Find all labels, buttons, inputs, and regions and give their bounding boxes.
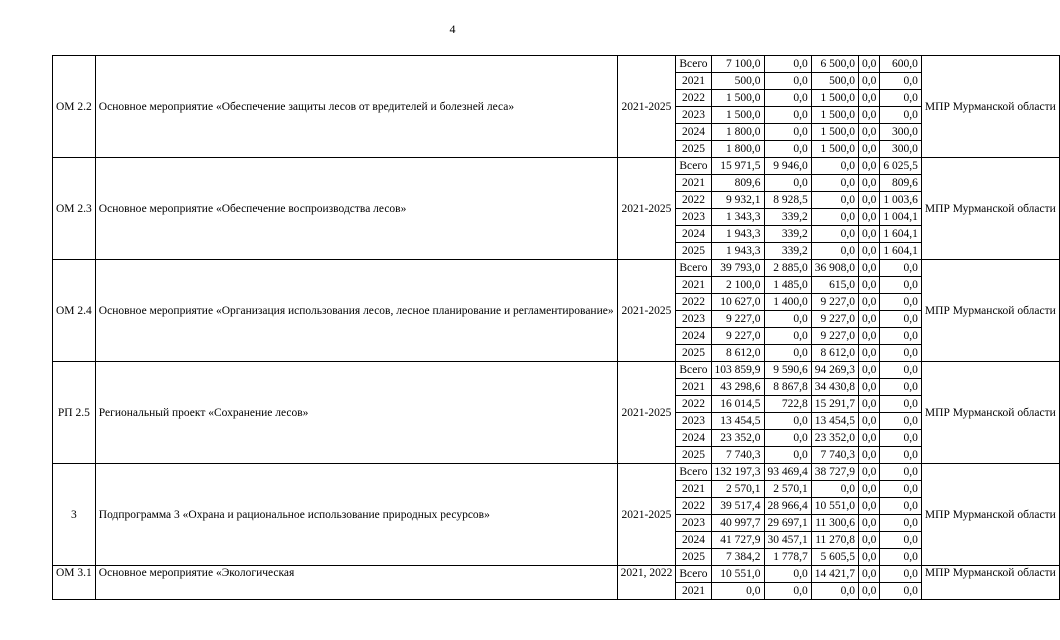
value-cell: 0,0 (859, 226, 880, 243)
table-row (53, 464, 1060, 481)
value-cell: 0,0 (880, 430, 922, 447)
value-cell: 0,0 (764, 583, 811, 600)
section-executor: МПР Мурманской области (921, 566, 1059, 600)
value-cell: 0,0 (859, 396, 880, 413)
value-cell: 0,0 (859, 260, 880, 277)
value-cell: 0,0 (811, 175, 858, 192)
section-name: Основное мероприятие «Обеспечение воспроизводства лесов» (95, 158, 617, 260)
value-cell: 2 570,1 (711, 481, 764, 498)
year-cell: 2024 (676, 430, 711, 447)
year-cell: 2021 (676, 583, 711, 600)
value-cell: 7 384,2 (711, 549, 764, 566)
value-cell: 9 227,0 (811, 328, 858, 345)
value-cell: 0,0 (811, 209, 858, 226)
value-cell: 300,0 (880, 124, 922, 141)
section-name: Основное мероприятие «Экологическая (95, 566, 617, 600)
value-cell: 13 454,5 (711, 413, 764, 430)
value-cell: 7 740,3 (711, 447, 764, 464)
value-cell: 94 269,3 (811, 362, 858, 379)
value-cell: 0,0 (764, 413, 811, 430)
value-cell: 2 885,0 (764, 260, 811, 277)
year-cell: 2025 (676, 243, 711, 260)
value-cell: 43 298,6 (711, 379, 764, 396)
year-cell: Всего (676, 56, 711, 73)
value-cell: 1 943,3 (711, 226, 764, 243)
section-executor: МПР Мурманской области (921, 56, 1059, 158)
value-cell: 15 971,5 (711, 158, 764, 175)
section-code: ОМ 2.2 (53, 56, 96, 158)
value-cell: 0,0 (859, 192, 880, 209)
value-cell: 339,2 (764, 243, 811, 260)
value-cell: 1 604,1 (880, 243, 922, 260)
value-cell: 0,0 (880, 413, 922, 430)
section-name: Основное мероприятие «Организация использования лесов, лесное планирование и регламентирование» (95, 260, 617, 362)
value-cell: 500,0 (711, 73, 764, 90)
value-cell: 7 740,3 (811, 447, 858, 464)
year-cell: 2025 (676, 549, 711, 566)
value-cell: 0,0 (859, 566, 880, 583)
value-cell: 0,0 (859, 311, 880, 328)
value-cell: 14 421,7 (811, 566, 858, 583)
value-cell: 0,0 (764, 73, 811, 90)
value-cell: 0,0 (811, 481, 858, 498)
value-cell: 0,0 (880, 566, 922, 583)
year-cell: 2023 (676, 209, 711, 226)
value-cell: 28 966,4 (764, 498, 811, 515)
value-cell: 0,0 (880, 362, 922, 379)
value-cell: 6 025,5 (880, 158, 922, 175)
value-cell: 13 454,5 (811, 413, 858, 430)
value-cell: 8 867,8 (764, 379, 811, 396)
section-period: 2021-2025 (617, 158, 676, 260)
value-cell: 0,0 (859, 175, 880, 192)
value-cell: 0,0 (880, 260, 922, 277)
section-period: 2021, 2022 (617, 566, 676, 600)
table-row (53, 260, 1060, 277)
value-cell: 0,0 (880, 294, 922, 311)
value-cell: 6 500,0 (811, 56, 858, 73)
value-cell: 0,0 (764, 566, 811, 583)
value-cell: 1 800,0 (711, 124, 764, 141)
table-row (53, 158, 1060, 175)
table-row (53, 362, 1060, 379)
value-cell: 0,0 (859, 90, 880, 107)
value-cell: 0,0 (811, 583, 858, 600)
value-cell: 5 605,5 (811, 549, 858, 566)
value-cell: 0,0 (880, 549, 922, 566)
value-cell: 0,0 (764, 328, 811, 345)
value-cell: 1 604,1 (880, 226, 922, 243)
value-cell: 0,0 (764, 175, 811, 192)
value-cell: 1 343,3 (711, 209, 764, 226)
value-cell: 0,0 (764, 107, 811, 124)
year-cell: 2021 (676, 73, 711, 90)
value-cell: 9 590,6 (764, 362, 811, 379)
section-code: ОМ 3.1 (53, 566, 96, 600)
value-cell: 0,0 (859, 73, 880, 90)
year-cell: 2023 (676, 311, 711, 328)
value-cell: 0,0 (880, 379, 922, 396)
section-executor: МПР Мурманской области (921, 260, 1059, 362)
year-cell: 2021 (676, 379, 711, 396)
value-cell: 0,0 (880, 107, 922, 124)
value-cell: 0,0 (764, 141, 811, 158)
value-cell: 0,0 (859, 362, 880, 379)
value-cell: 0,0 (764, 447, 811, 464)
value-cell: 1 003,6 (880, 192, 922, 209)
value-cell: 1 778,7 (764, 549, 811, 566)
value-cell: 809,6 (880, 175, 922, 192)
section-period: 2021-2025 (617, 260, 676, 362)
value-cell: 1 500,0 (811, 124, 858, 141)
year-cell: 2021 (676, 277, 711, 294)
value-cell: 0,0 (859, 549, 880, 566)
year-cell: Всего (676, 566, 711, 583)
section-executor: МПР Мурманской области (921, 362, 1059, 464)
value-cell: 0,0 (859, 498, 880, 515)
value-cell: 0,0 (859, 328, 880, 345)
table-row (53, 566, 1060, 583)
value-cell: 615,0 (811, 277, 858, 294)
value-cell: 0,0 (880, 345, 922, 362)
value-cell: 0,0 (811, 158, 858, 175)
value-cell: 0,0 (880, 464, 922, 481)
year-cell: 2023 (676, 515, 711, 532)
value-cell: 11 300,6 (811, 515, 858, 532)
value-cell: 9 932,1 (711, 192, 764, 209)
section-period: 2021-2025 (617, 464, 676, 566)
value-cell: 0,0 (880, 396, 922, 413)
section-name: Основное мероприятие «Обеспечение защиты лесов от вредителей и болезней леса» (95, 56, 617, 158)
section-code: РП 2.5 (53, 362, 96, 464)
value-cell: 0,0 (764, 90, 811, 107)
page-number: 4 (449, 22, 456, 36)
value-cell: 0,0 (859, 243, 880, 260)
value-cell: 722,8 (764, 396, 811, 413)
year-cell: 2024 (676, 532, 711, 549)
value-cell: 0,0 (859, 413, 880, 430)
value-cell: 339,2 (764, 209, 811, 226)
year-cell: 2021 (676, 481, 711, 498)
value-cell: 0,0 (859, 56, 880, 73)
section-code: ОМ 2.3 (53, 158, 96, 260)
value-cell: 0,0 (811, 243, 858, 260)
section-executor: МПР Мурманской области (921, 158, 1059, 260)
value-cell: 36 908,0 (811, 260, 858, 277)
value-cell: 0,0 (764, 345, 811, 362)
value-cell: 0,0 (859, 447, 880, 464)
value-cell: 34 430,8 (811, 379, 858, 396)
value-cell: 10 551,0 (811, 498, 858, 515)
value-cell: 500,0 (811, 73, 858, 90)
table-row (53, 56, 1060, 73)
section-period: 2021-2025 (617, 362, 676, 464)
value-cell: 0,0 (764, 311, 811, 328)
value-cell: 300,0 (880, 141, 922, 158)
value-cell: 0,0 (859, 515, 880, 532)
value-cell: 0,0 (880, 498, 922, 515)
year-cell: 2025 (676, 345, 711, 362)
value-cell: 0,0 (764, 430, 811, 447)
value-cell: 1 400,0 (764, 294, 811, 311)
value-cell: 0,0 (859, 294, 880, 311)
year-cell: 2024 (676, 328, 711, 345)
value-cell: 809,6 (711, 175, 764, 192)
year-cell: 2025 (676, 141, 711, 158)
value-cell: 93 469,4 (764, 464, 811, 481)
value-cell: 9 946,0 (764, 158, 811, 175)
value-cell: 29 697,1 (764, 515, 811, 532)
value-cell: 0,0 (859, 464, 880, 481)
value-cell: 0,0 (880, 277, 922, 294)
value-cell: 2 570,1 (764, 481, 811, 498)
value-cell: 0,0 (880, 481, 922, 498)
value-cell: 0,0 (880, 328, 922, 345)
value-cell: 0,0 (859, 345, 880, 362)
value-cell: 0,0 (859, 277, 880, 294)
value-cell: 0,0 (859, 379, 880, 396)
year-cell: Всего (676, 158, 711, 175)
value-cell: 8 928,5 (764, 192, 811, 209)
value-cell: 41 727,9 (711, 532, 764, 549)
value-cell: 600,0 (880, 56, 922, 73)
value-cell: 38 727,9 (811, 464, 858, 481)
value-cell: 0,0 (880, 447, 922, 464)
value-cell: 1 800,0 (711, 141, 764, 158)
year-cell: 2022 (676, 294, 711, 311)
year-cell: 2022 (676, 90, 711, 107)
year-cell: 2023 (676, 107, 711, 124)
value-cell: 23 352,0 (711, 430, 764, 447)
value-cell: 9 227,0 (711, 311, 764, 328)
section-code: ОМ 2.4 (53, 260, 96, 362)
value-cell: 0,0 (859, 209, 880, 226)
value-cell: 0,0 (859, 158, 880, 175)
value-cell: 1 943,3 (711, 243, 764, 260)
value-cell: 0,0 (880, 311, 922, 328)
value-cell: 0,0 (764, 124, 811, 141)
value-cell: 0,0 (764, 56, 811, 73)
year-cell: 2025 (676, 447, 711, 464)
value-cell: 39 517,4 (711, 498, 764, 515)
value-cell: 11 270,8 (811, 532, 858, 549)
value-cell: 10 627,0 (711, 294, 764, 311)
value-cell: 0,0 (880, 73, 922, 90)
value-cell: 0,0 (859, 481, 880, 498)
section-executor: МПР Мурманской области (921, 464, 1059, 566)
value-cell: 16 014,5 (711, 396, 764, 413)
year-cell: 2023 (676, 413, 711, 430)
value-cell: 0,0 (880, 515, 922, 532)
budget-table (52, 55, 1060, 600)
year-cell: 2024 (676, 226, 711, 243)
year-cell: Всего (676, 362, 711, 379)
value-cell: 0,0 (711, 583, 764, 600)
value-cell: 0,0 (811, 192, 858, 209)
value-cell: 0,0 (859, 107, 880, 124)
year-cell: Всего (676, 464, 711, 481)
value-cell: 8 612,0 (811, 345, 858, 362)
value-cell: 0,0 (859, 430, 880, 447)
value-cell: 15 291,7 (811, 396, 858, 413)
value-cell: 1 500,0 (811, 141, 858, 158)
value-cell: 1 500,0 (711, 107, 764, 124)
value-cell: 132 197,3 (711, 464, 764, 481)
value-cell: 0,0 (880, 532, 922, 549)
value-cell: 23 352,0 (811, 430, 858, 447)
value-cell: 339,2 (764, 226, 811, 243)
year-cell: Всего (676, 260, 711, 277)
year-cell: 2024 (676, 124, 711, 141)
value-cell: 0,0 (859, 583, 880, 600)
value-cell: 9 227,0 (811, 294, 858, 311)
value-cell: 9 227,0 (811, 311, 858, 328)
value-cell: 0,0 (859, 532, 880, 549)
value-cell: 0,0 (859, 124, 880, 141)
value-cell: 103 859,9 (711, 362, 764, 379)
value-cell: 1 500,0 (811, 90, 858, 107)
year-cell: 2022 (676, 498, 711, 515)
section-code: 3 (53, 464, 96, 566)
value-cell: 8 612,0 (711, 345, 764, 362)
value-cell: 1 500,0 (811, 107, 858, 124)
year-cell: 2021 (676, 175, 711, 192)
value-cell: 0,0 (880, 583, 922, 600)
value-cell: 1 004,1 (880, 209, 922, 226)
section-period: 2021-2025 (617, 56, 676, 158)
section-name: Региональный проект «Сохранение лесов» (95, 362, 617, 464)
value-cell: 30 457,1 (764, 532, 811, 549)
value-cell: 0,0 (880, 90, 922, 107)
value-cell: 40 997,7 (711, 515, 764, 532)
value-cell: 1 500,0 (711, 90, 764, 107)
value-cell: 1 485,0 (764, 277, 811, 294)
value-cell: 0,0 (811, 226, 858, 243)
value-cell: 9 227,0 (711, 328, 764, 345)
value-cell: 7 100,0 (711, 56, 764, 73)
value-cell: 39 793,0 (711, 260, 764, 277)
value-cell: 2 100,0 (711, 277, 764, 294)
value-cell: 0,0 (859, 141, 880, 158)
year-cell: 2022 (676, 192, 711, 209)
value-cell: 10 551,0 (711, 566, 764, 583)
section-name: Подпрограмма 3 «Охрана и рациональное использование природных ресурсов» (95, 464, 617, 566)
year-cell: 2022 (676, 396, 711, 413)
